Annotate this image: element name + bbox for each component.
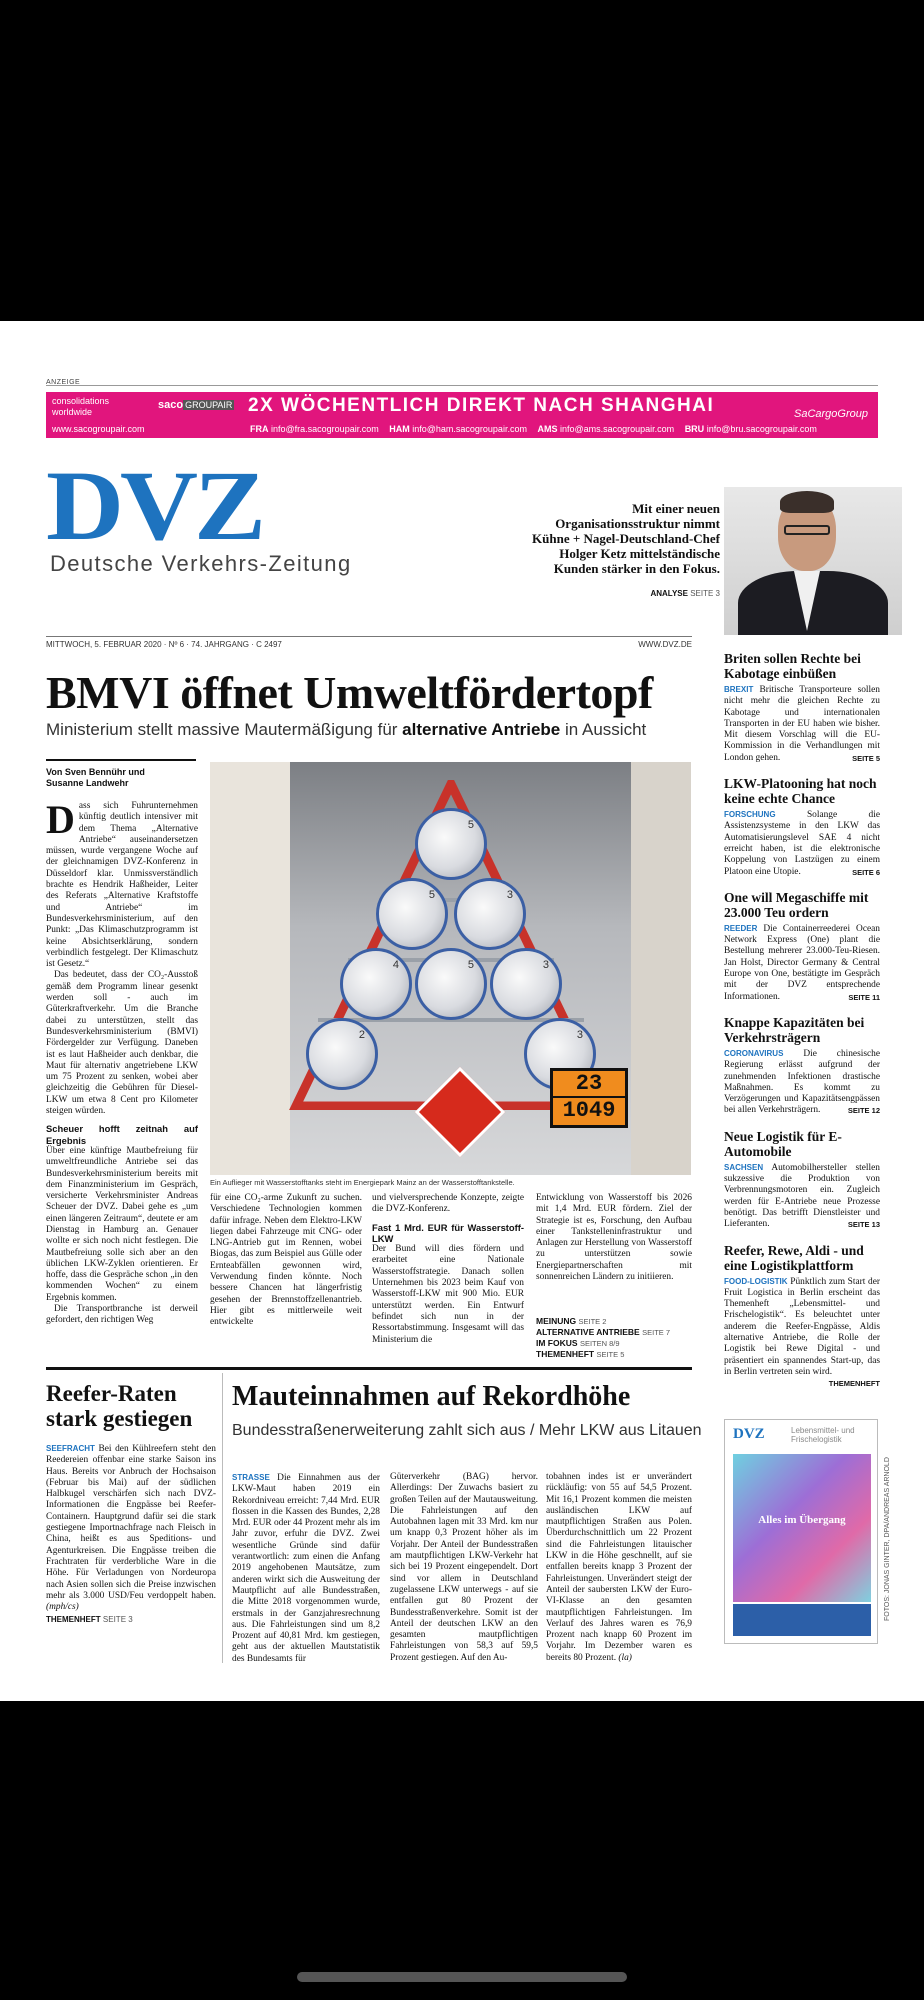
- sidebar-item-food-logistik[interactable]: Reefer, Rewe, Aldi - und eine Logistikplattform FOOD-LOGISTIK Pünktlich zum Start der Fruit Logistica in Berlin erscheint das Themenheft „Lebensmittel- und Frischelogistik“. Es beleuchtet unter anderem die Reefer-Engpässe, Aldis alternative Antriebe, die Rolle der Logistik bei Rewe Digital - und präsentiert ein spannendes Start-up, das in Berlin vertreten sein wird. THEMENHEFT: [724, 1242, 880, 1389]
- reefer-headline: Reefer-Raten stark gestiegen: [46, 1381, 193, 1431]
- page-ref[interactable]: IM FOKUS SEITEN 8/9: [536, 1338, 620, 1348]
- sidebar-item-platooning[interactable]: LKW-Platooning hat noch keine echte Chance FORSCHUNG Solange die Assistenzsysteme in den LKW das Automatisierungslevel SAE 4 nicht erreicht haben, ist die elektronische Koppelung von Lastzügen zu einem Platoon eine Utopie. SEITE 6: [724, 776, 880, 877]
- ad-website[interactable]: www.sacogroupair.com: [52, 424, 145, 434]
- section-subhead: Scheuer hofft zeitnah auf Ergebnis: [46, 1123, 198, 1146]
- dvz-logo: DVZ: [46, 451, 263, 562]
- sidebar-item-e-automobile[interactable]: Neue Logistik für E-Automobile SACHSEN Automobilhersteller stellen sukzessive die Produktion von Verbrennungsmotoren ein. Zugleich werden für E-Antriebe neue Prozesse benötigt. Das betrifft Dienstleister und Lieferanten. SEITE 13: [724, 1128, 880, 1230]
- section-divider: [46, 1367, 692, 1370]
- ad-contacts: FRA info@fra.sacogroupair.com HAM info@ham.sacogroupair.com AMS info@ams.sacogroupair.com BRU info@bru.sacogroupair.com: [250, 424, 817, 434]
- page-ref[interactable]: MEINUNG SEITE 2: [536, 1316, 607, 1326]
- sidebar-item-megaschiffe[interactable]: One will Megaschiffe mit 23.000 Teu ordern REEDER Die Containerreederei Ocean Network Express (One) plant die Bestellung mehrerer 23.000-Teu-Riesen. Jan Holst, Director Germany & Central Europe von One, bestätigte im Gespräch mit der DVZ entsprechende Informationen. SEITE 11: [724, 889, 880, 1002]
- ad-headline: 2X WÖCHENTLICH DIREKT NACH SHANGHAI: [248, 395, 715, 416]
- maut-column-1: STRASSE Die Einnahmen aus der LKW-Maut haben 2019 ein Rekordniveau erreicht: 7,44 Mrd. EUR flossen in die Kassen des Bundes, 2,28 Mrd. EUR oder 44 Prozent mehr als im Jahr zuvor, erfuhr die DVZ. Zwei wesentliche Gründe sind dafür verantwortlich: zum einen die Anfang 2019 angehobenen Mautsätze, zum anderen wirkt sich die Ausweitung der Mautpflicht auf alle Bundesstraßen, die Mitte 2018 vorgenommen wurde, erstmals in der Ganzjahresrechnung aus. Die Fahrleistungen sind um 8,2 Prozent auf 40,81 Mrd. km gestiegen, geht aus der aktuellen Mautstatistik des Bundesamts für: [232, 1473, 380, 1664]
- page-ref[interactable]: ALTERNATIVE ANTRIEBE SEITE 7: [536, 1327, 671, 1337]
- main-story-column-4: Entwicklung von Wasserstoff bis 2026 mit 1,4 Mrd. EUR fördern. Ziel der Strategie ist es, Forschung, den Aufbau einer Tankstelleninfrastruktur und Anlagen zur Herstellung von Wasserstoff zu unterstützen sowie Energiepartnerschaften mit sonnenreichen Ländern zu initiieren.: [536, 1193, 692, 1283]
- newspaper-page: [0, 321, 924, 1701]
- maut-headline[interactable]: Mauteinnahmen auf Rekordhöhe: [232, 1381, 631, 1412]
- sacargo-logo: SaCargoGroup: [794, 408, 868, 420]
- advertisement-banner[interactable]: [46, 392, 878, 438]
- cover-strip: [733, 1604, 871, 1636]
- page-ref[interactable]: THEMENHEFT SEITE 5: [536, 1349, 625, 1359]
- drop-cap: D: [46, 801, 75, 842]
- news-sidebar: [724, 651, 880, 1390]
- page-references: [536, 1316, 692, 1360]
- main-subhead: Ministerium stellt massive Mautermäßigung für alternative Antriebe in Aussicht: [46, 720, 647, 739]
- main-story-column-2: für eine CO₂-arme Zukunft zu suchen. Verschiedene Technologien kommen dafür infrage. Neben dem Elektro-LKW liegen dabei Fahrzeuge mit CNG- oder LNG-Antrieb gut im Rennen, wobei Biogas, das zum Beispiel aus Gülle oder Ernteabfällen gewonnen wird, Verwendung finden könnte. Noch bessere Chancen hat längerfristig gesehen der Brennstoffzellenantrieb. Hier gibt es mittlerweile weit entwickelte: [210, 1193, 362, 1328]
- photo-caption: Ein Auflieger mit Wasserstofftanks steht im Energiepark Mainz an der Wasserstofftankstelle.: [210, 1178, 515, 1187]
- hazard-number-plate: 23 1049: [550, 1068, 628, 1128]
- masthead-subtitle: Deutsche Verkehrs-Zeitung: [50, 551, 352, 576]
- hydrogen-trailer-photo: 5 5 3 4 5 3 2 3 23 1049: [210, 762, 691, 1175]
- saco-logo: saco GROUPAIR: [158, 399, 233, 411]
- dateline: MITTWOCH, 5. FEBRUAR 2020 · Nº 6 · 74. JAHRGANG · C 2497 WWW.DVZ.DE: [46, 636, 692, 649]
- main-story-column-1: Dass sich Fuhrunternehmen künftig deutlich intensiver mit dem Thema „Alternative Antriebe“ auseinandersetzen müssen, wurde vergangene Woche auf der gleichnamigen DVZ-Konferenz in Düsseldorf klar. Unmissverständlich brachte es Hendrik Haßheider, Leiter des Referats „Alternative Kraftstoffe und Antriebe“ im Bundesverkehrsministerium, auf den Punkt: „Das Klimaschutzprogramm ist keine Absichtserklärung, sondern verbindlich festgelegt. Der Klimaschutz ist Gesetz.“ Das bedeutet, dass der CO₂-Ausstoß gemäß dem Programm linear gesenkt werden soll - auch im Güterkraftverkehr. Um die Branche dabei zu unterstützen, stellt das Bundesverkehrsministerium (BMVI) Fördergelder zur Verfügung. Daneben ist es laut Haßheider auch denkbar, die Maut für alternativ angetriebene LKW um 75 Prozent zu senken, wobei aber gleichzeitig die Gebühren für Diesel-LKW um etwa 8 Cent pro Kilometer steigen würden. Scheuer hofft zeitnah auf Ergebnis Über eine künftige Mautbefreiung für umweltfreundliche Antriebe sei das Bundesverkehrsministerium bereits mit dem Finanzministerium im Gespräch, versicherte Verkehrsminister Andreas Scheuer der DVZ. Dabei gehe es „um einen längeren Zeitraum“, deutete er am Dienstag in Hamburg an. Genauer wollte er sich noch nicht festlegen. Die Mautbefreiung solle sich aber an den üblichen LKW-Zyklen orientieren. Er hoffe, dass die Gespräche schon „in den kommenden Wochen“ zu einem Ergebnis kommen. Die Transportbranche ist derweil gefordert, den richtigen Weg: [46, 801, 198, 1326]
- main-story-column-3: und vielversprechende Konzepte, zeigte die DVZ-Konferenz. Fast 1 Mrd. EUR für Wasserstoff-LKW Der Bund will dies fördern und erarbeitet eine Nationale Wasserstoffstrategie. Danach sollen Unternehmen bis 2023 beim Kauf von Wasserstoff-LKW mit 900 Mio. EUR unterstützt werden. Ein Entwurf befindet sich nun in der Ressortabstimmung. Insgesamt will das Ministerium die: [372, 1193, 524, 1345]
- byline: Von Sven Bennühr und Susanne Landwehr: [46, 759, 196, 789]
- maut-column-2: Güterverkehr (BAG) hervor. Allerdings: Der Zuwachs basiert zu großen Teilen auf der Mautausweitung. Die Fahrleistungen auf den Autobahnen lagen mit 33 Mrd. km nur um knapp 0,3 Prozent höher als im Vorjahr. Der Anteil der Bundesstraßen am mautpflichtigen LKW-Verkehr hat sich bei 19 Prozent eingependelt. Dort sind vor allem in Deutschland zugelassene LKW unterwegs - auf sie entfallen gut 80 Prozent der Bundesstraßenverkehre. Somit ist der Anteil der deutschen LKW an den gesamten mautpflichtigen Fahrleistungen von 58,3 auf 59,5 Prozent gestiegen. Auf den Au-: [390, 1472, 538, 1663]
- ad-tagline: consolidations worldwide: [52, 396, 110, 417]
- main-headline[interactable]: BMVI öffnet Umweltfördertopf: [46, 667, 653, 718]
- themenheft-promo[interactable]: DVZ Lebensmittel- und Frischelogistik Alles im Übergang: [724, 1419, 878, 1644]
- portrait-photo: [724, 487, 902, 635]
- section-subhead: Fast 1 Mrd. EUR für Wasserstoff-LKW: [372, 1221, 524, 1244]
- ad-divider: [46, 385, 878, 386]
- teaser-page-ref: ANALYSE SEITE 3: [650, 589, 720, 598]
- maut-column-3: tobahnen indes ist er unverändert rückläufig: von 55 auf 54,5 Prozent. Mit 16,1 Prozent kommen die meisten ausländischen LKW auf mautpflichtigen Straßen aus Polen. Überdurchschnittlich um 22 Prozent sind die Fahrleistungen litauischer LKW in die Höhe geschnellt, auf sie entfallen bereits knapp 3 Prozent der Fahrleistungen. Unverändert steigt der Anteil der saubersten LKW der Euro-VI-Klasse an den gesamten mautpflichtigen Fahrleistungen. Im Verlauf des Jahres waren es 76,9 Prozent nach knapp 60 Prozent im Vorjahr. Im Dezember waren es bereits 80 Prozent. (la): [546, 1472, 692, 1663]
- website-link[interactable]: WWW.DVZ.DE: [638, 640, 692, 649]
- ad-label: ANZEIGE: [46, 379, 81, 386]
- photo-credit: FOTOS: JONAS GINTER, DPA/ANDREAS ARNOLD: [884, 1457, 891, 1621]
- maut-subhead: Bundesstraßenerweiterung zahlt sich aus / Mehr LKW aus Litauen: [232, 1422, 702, 1439]
- top-teaser[interactable]: Mit einer neuen Organisationsstruktur nimmt Kühne + Nagel-Deutschland-Chef Holger Ketz mittelständische Kunden stärker in den Fokus.: [532, 501, 720, 576]
- home-indicator[interactable]: [297, 1972, 627, 1982]
- magazine-cover-image: Alles im Übergang: [733, 1454, 871, 1602]
- sidebar-item-brexit[interactable]: Briten sollen Rechte bei Kabotage einbüßen BREXIT Britische Transporteure sollen nicht mehr die gleichen Rechte zu Kabotage und internationalen Transporten in der EU haben wie bisher. Mit diesem Vorschlag will die EU-Kommission in die Verhandlungen mit London gehen. SEITE 5: [724, 651, 880, 763]
- sidebar-item-kapazitaeten[interactable]: Knappe Kapazitäten bei Verkehrsträgern CORONAVIRUS Die chinesische Regierung erlässt aufgrund der zunehmenden Infektionen drastische Maßnahmen. Es kommt zu Verzögerungen und Kapazitätsengpässen bei allen Verkehrsträgern. SEITE 12: [724, 1014, 881, 1116]
- reefer-story[interactable]: Reefer-Raten stark gestiegen SEEFRACHT Bei den Kühlreefern steht den Reedereien offenbar eine starke Saison ins Haus. Bereits vor Anbruch der Hochsaison (Februar bis Mai) auf der südlichen Halbkugel verschärfen sich nach DVZ-Informationen die Engpässe bei Reefer-Containern. Hauptgrund dafür sei die stark gestiegene Importnachfrage nach Fleisch in China, heißt es aus Speditions- und Agenturkreisen. Die Engpässe treiben die Frachtraten für verderbliche Ware in die Höhe. Für Verladungen von Nordeuropa nach Asien sollen sich die Preise inzwischen mehr als 3.000 USD/Feu verdoppelt haben. (mph/cs) THEMENHEFT SEITE 3: [46, 1381, 216, 1625]
- column-divider: [222, 1373, 223, 1663]
